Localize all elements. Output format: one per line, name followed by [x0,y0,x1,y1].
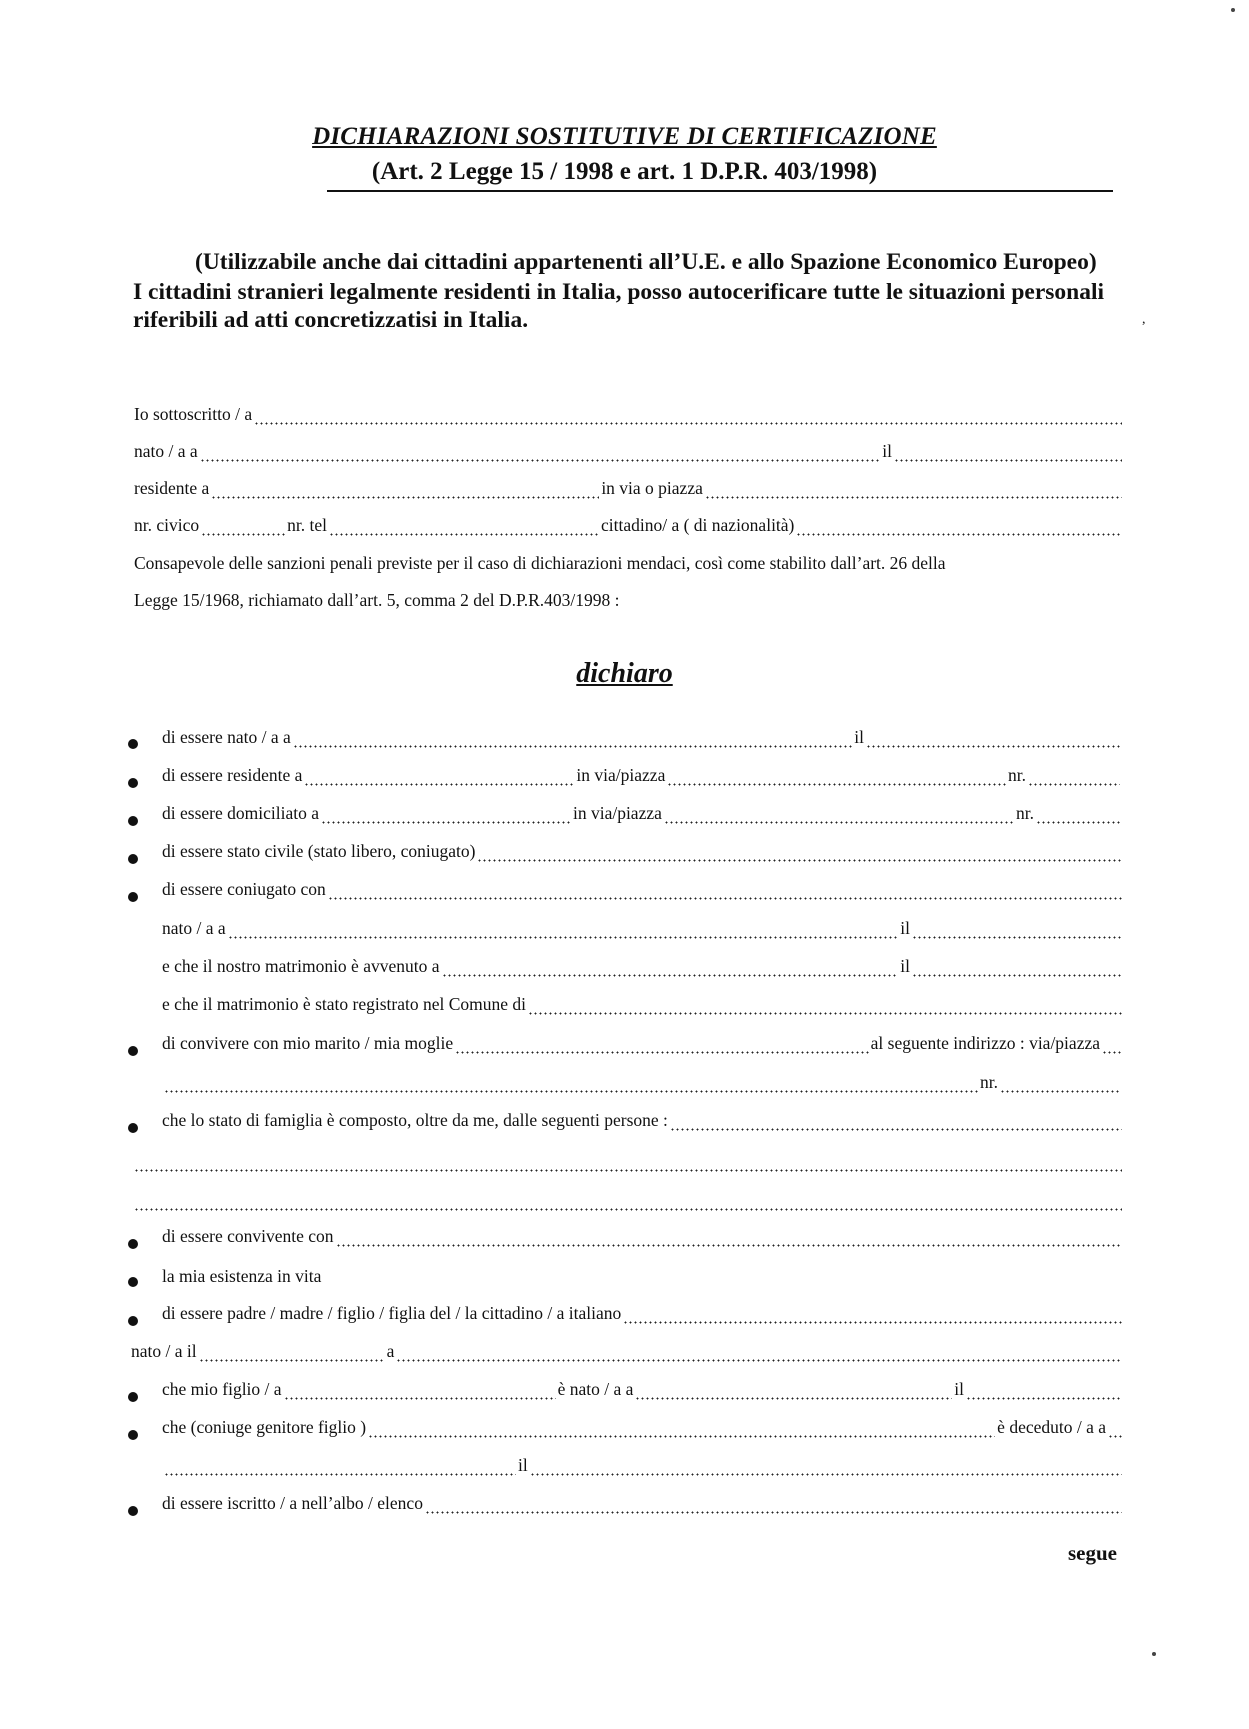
bullet-icon [128,1277,138,1287]
fill-line[interactable] [477,859,1122,863]
field-famiglia-extra-2[interactable] [132,1190,1124,1216]
scan-speck [1231,8,1235,12]
fill-line[interactable] [329,533,599,537]
title-divider [327,190,1113,192]
field-label: è deceduto / a a [997,1417,1106,1437]
dichiaro-heading: dichiaro [576,658,673,689]
intro-line-2: I cittadini stranieri legalmente residenti in Italia, posso autocerificare tutte le situazioni personali [133,279,1105,305]
fill-line[interactable] [528,1012,1122,1016]
field-famiglia[interactable] [162,1110,1124,1136]
field-label: di essere residente a [162,765,303,785]
field-label: nr. [1016,803,1034,823]
field-label: il [954,1379,964,1399]
field-label: è nato / a a [557,1379,634,1399]
fill-line[interactable] [304,783,574,787]
field-label: nr. [980,1072,998,1092]
bullet-icon [128,739,138,749]
field-label: in via o piazza [601,478,703,498]
fill-line[interactable] [966,1397,1122,1401]
intro-line-3: riferibili ad atti concretizzatisi in Italia. [133,307,529,333]
field-label: nr. tel [287,515,327,535]
field-label: di essere convivente con [162,1226,334,1246]
bullet-icon [128,1506,138,1516]
field-label: nato / a il [131,1341,197,1361]
fill-line[interactable] [164,1473,516,1477]
fill-line[interactable] [368,1435,995,1439]
field-figlio[interactable] [162,1379,1124,1405]
field-label: al seguente indirizzo : via/piazza [870,1033,1100,1053]
field-label: nato / a a [162,918,226,938]
consapevole-line-1: Consapevole delle sanzioni penali previste per il caso di dichiarazioni mendaci, così come stabilito dall’art. 26 della [134,553,946,573]
fill-line[interactable] [134,1208,1122,1212]
field-essere-domiciliato[interactable] [162,803,1122,829]
fill-line[interactable] [1028,783,1120,787]
scan-speck [1152,1652,1156,1656]
fill-line[interactable] [912,936,1122,940]
fill-line[interactable] [442,974,899,978]
fill-line[interactable] [200,459,881,463]
bullet-icon [128,816,138,826]
fill-line[interactable] [1102,1051,1122,1055]
bullet-icon [128,1392,138,1402]
bullet-icon [128,1239,138,1249]
fill-line[interactable] [705,496,1122,500]
field-matrimonio-registrato[interactable] [162,994,1124,1020]
field-label: il [882,441,892,461]
field-label: residente a [134,478,210,498]
field-label: il [900,918,910,938]
bullet-icon [128,1430,138,1440]
field-label: a [386,1341,395,1361]
field-famiglia-extra-1[interactable] [132,1151,1124,1177]
field-label: di essere padre / madre / figlio / figlia del / la cittadino / a italiano [162,1303,622,1323]
field-label: e che il matrimonio è stato registrato nel Comune di [162,994,527,1014]
bullet-icon [128,892,138,902]
field-label: il [518,1455,528,1475]
fill-line[interactable] [425,1511,1122,1515]
field-label: di essere iscritto / a nell’albo / elenco [162,1493,423,1513]
field-label: il [900,956,910,976]
field-coniugato-con[interactable] [162,879,1124,905]
fill-line[interactable] [1036,821,1120,825]
fill-line[interactable] [321,821,571,825]
field-label: nr. civico [134,515,200,535]
field-residente[interactable] [134,478,1124,504]
field-convivere[interactable] [162,1033,1124,1059]
fill-line[interactable] [796,533,1122,537]
field-civico[interactable] [134,515,1124,541]
fill-line[interactable] [1000,1090,1120,1094]
field-label: che lo stato di famiglia è composto, oltre da me, dalle seguenti persone : [162,1110,668,1130]
field-essere-residente[interactable] [162,765,1122,791]
fill-line[interactable] [336,1244,1122,1248]
fill-line[interactable] [284,1397,556,1401]
fill-line[interactable] [134,1169,1122,1173]
field-matrimonio-avvenuto[interactable] [162,956,1124,982]
bullet-icon [128,1316,138,1326]
fill-line[interactable] [635,1397,952,1401]
esistenza-in-vita: la mia esistenza in vita [162,1266,322,1286]
field-label: di essere domiciliato a [162,803,319,823]
fill-line[interactable] [164,1090,978,1094]
field-coniuge-nato[interactable] [162,918,1124,944]
field-essere-nato[interactable] [162,727,1122,753]
bullet-icon [128,1123,138,1133]
field-label: cittadino/ a ( di nazionalità) [600,515,795,535]
intro-line-1: (Utilizzabile anche dai cittadini appartenenti all’U.E. e allo Spazione Economico Europeo) [195,249,1097,275]
field-label: che (coniuge genitore figlio ) [162,1417,367,1437]
field-label: e che il nostro matrimonio è avvenuto a [162,956,440,976]
field-padre-madre[interactable] [162,1303,1124,1329]
fill-line[interactable] [293,745,853,749]
field-albo[interactable] [162,1493,1124,1519]
fill-line[interactable] [670,1128,1122,1132]
field-label: che mio figlio / a [162,1379,282,1399]
scan-mark: , [1142,312,1146,327]
field-nato[interactable] [134,441,1124,467]
fill-line[interactable] [254,422,1122,426]
field-label: di essere nato / a a [162,727,291,747]
fill-line[interactable] [866,745,1120,749]
fill-line[interactable] [530,1473,1122,1477]
fill-line[interactable] [201,533,285,537]
fill-line[interactable] [328,897,1122,901]
document-title: DICHIARAZIONI SOSTITUTIVE DI CERTIFICAZIONE [312,123,937,150]
field-label: in via/piazza [572,803,662,823]
field-stato-civile[interactable] [162,841,1124,867]
fill-line[interactable] [667,783,1006,787]
fill-line[interactable] [894,459,1122,463]
fill-line[interactable] [455,1051,869,1055]
document-subtitle: (Art. 2 Legge 15 / 1998 e art. 1 D.P.R. 403/1998) [371,158,878,185]
bullet-icon [128,778,138,788]
fill-line[interactable] [228,936,899,940]
fill-line[interactable] [199,1359,385,1363]
segue-label: segue [1068,1541,1117,1565]
field-label: il [854,727,864,747]
field-label: di essere coniugato con [162,879,326,899]
fill-line[interactable] [396,1359,1122,1363]
field-label: Io sottoscritto / a [134,404,253,424]
field-deceduto[interactable] [162,1417,1124,1443]
field-label: nato / a a [134,441,198,461]
bullet-icon [128,854,138,864]
fill-line[interactable] [912,974,1122,978]
field-deceduto-il[interactable] [162,1455,1124,1481]
field-convivere-nr[interactable] [162,1072,1122,1098]
field-sottoscritto[interactable] [134,404,1124,430]
consapevole-line-2: Legge 15/1968, richiamato dall’art. 5, comma 2 del D.P.R.403/1998 : [134,590,620,610]
field-nato-il[interactable] [131,1341,1124,1367]
bullet-icon [128,1046,138,1056]
field-label: di convivere con mio marito / mia moglie [162,1033,454,1053]
field-label: nr. [1008,765,1026,785]
field-convivente[interactable] [162,1226,1124,1252]
field-label: in via/piazza [576,765,666,785]
fill-line[interactable] [211,496,599,500]
fill-line[interactable] [664,821,1014,825]
fill-line[interactable] [1108,1435,1122,1439]
field-label: di essere stato civile (stato libero, coniugato) [162,841,476,861]
fill-line[interactable] [623,1321,1122,1325]
